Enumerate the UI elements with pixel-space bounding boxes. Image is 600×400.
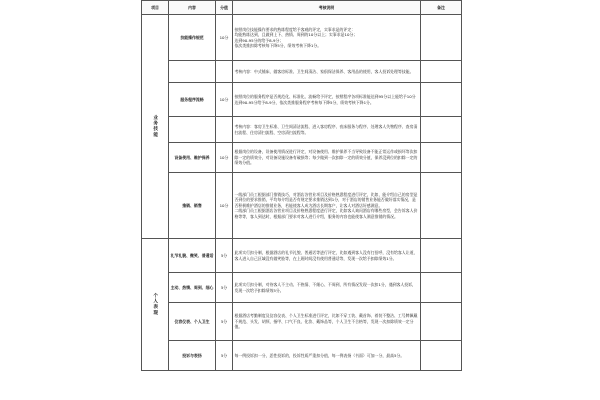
table-row: [142, 143, 462, 173]
header-row: [142, 1, 462, 15]
content-cell: 技能操作规范: [169, 15, 216, 61]
score-cell: 5分: [216, 273, 233, 303]
score-cell: 5分: [216, 341, 233, 371]
header-content: 内容: [169, 1, 216, 15]
criteria-line: 此项实行扣分制，根据酒店的礼节礼貌、普通话等进行评定，比如遇到客人没有打招呼，没有给客人让道，客人进入自己区域没有做笑脸等，在上班时间没有使用普通话等，发现一次给予扣除绩效1分。: [234, 250, 418, 261]
criteria-cell: [233, 303, 421, 341]
score-cell: [216, 117, 233, 143]
remark-cell: [421, 143, 462, 173]
remark-cell: [421, 303, 462, 341]
remark-cell: [421, 273, 462, 303]
content-cell: 设备使用、维护保养: [169, 143, 216, 173]
table-row: [142, 173, 462, 239]
criteria-cell: [233, 61, 421, 83]
score-cell: 5分: [216, 239, 233, 273]
table-row: [142, 273, 462, 303]
criteria-line: 依次类推扣除考核每下降5分，绩效考核下降1分。: [234, 42, 322, 48]
criteria-cell: [233, 117, 421, 143]
criteria-cell: [233, 15, 421, 61]
score-cell: 10分: [216, 173, 233, 239]
criteria-cell: [233, 83, 421, 117]
criteria-cell: [233, 239, 421, 273]
criteria-line: 按照岗位技能操作要求的熟练程度给予客观的评定，实事求是的评定：: [234, 26, 356, 32]
criteria-line: 根据岗位的设备，设备使用情况进行评定，对设备使用、维护保养不当导致设备不能正常运作或损坏等次扣除一定的绩效分，对设备设施设备有破损等；每少做到一次扣除一定的绩效分值，保养没到位的扣除一定的绩效分值。: [234, 149, 418, 166]
criteria-line: 按照岗位的服务程序是否规范化、标准化、流畅给予评定，按照程序各项标准能达到95分以上能给予10分达到90-95分给予8-9分，依次类推服务程序考核每下降5分，绩效考核下降1分。: [234, 94, 416, 105]
score-cell: 5分: [216, 303, 233, 341]
remark-cell: [421, 61, 462, 83]
category-cell: 个人表现: [142, 239, 169, 371]
header-score: 分值: [216, 1, 233, 15]
content-cell: [169, 61, 216, 83]
table-row: [142, 61, 462, 83]
criteria-line: 达到90-95分的给予8-9分；: [234, 37, 284, 43]
criteria-cell: [233, 143, 421, 173]
table-row: [142, 303, 462, 341]
content-cell: 服务程序流畅: [169, 83, 216, 117]
criteria-line: 考核内容：客房卫生标准、卫生间清洁流程、进入客房程序、夜床服务与程序、处理客人失物程序、查房清扫流程、住房清扫流程、空房清扫流程等。: [234, 124, 418, 135]
criteria-line: 一线部门员工根据部门推销技巧，对酒店各营业项目及价格熟悉程度进行评定，比如，能介绍自己的房型是否到位的要求推销，平均每介绍是否有规定要求推销达到1分，对于酒店的销售业务能否做好落实情况，是否积极维护酒店的推销业务，若能使客人成为酒店长期客户，让客人对酒店好感满意。: [234, 191, 418, 208]
content-cell: 仪容仪表、个人卫生: [169, 303, 216, 341]
table-row: [142, 239, 462, 273]
content-cell: 推销、销售: [169, 173, 216, 239]
header-criteria: 考核说明: [233, 1, 421, 15]
remark-cell: [421, 341, 462, 371]
criteria-line: 此项实行扣分制，对待客人不主动、不热情、不细心、不周到，所有情况发现一次扣1分，遇到客人投诉，发现一次给予扣除绩效5分。: [234, 282, 416, 293]
content-cell: 主动、热情、周到、细心: [169, 273, 216, 303]
criteria-cell: [233, 341, 421, 371]
content-cell: [169, 117, 216, 143]
table-row: [142, 15, 462, 61]
content-cell: 礼节礼貌、微笑、普通话: [169, 239, 216, 273]
criteria-line: 每一例投诉扣一分，恶性投诉的，投诉性质严重扣分值，每一例表扬（书面）可加一分，最高5分。: [234, 352, 405, 358]
score-cell: 10分: [216, 15, 233, 61]
table-row: [142, 83, 462, 117]
table-row: [142, 117, 462, 143]
remark-cell: [421, 239, 462, 273]
criteria-line: 根据酒店考勤制度及仪容仪表、个人卫生标准进行评定，比如不穿工装、戴首饰、着装不整洁、工号牌佩戴不规范、头发、胡须、指甲、口气不良、化妆、戴饰品等，个人卫生不合格等，发现一次扣除绩效一定分值。: [234, 313, 418, 330]
category-cell: 业务技能: [142, 15, 169, 239]
criteria-line: 均能熟练达到，且做到上下、热情、周到的10分以上；实事求是10分；: [234, 32, 358, 38]
content-cell: 投诉与表扬: [169, 341, 216, 371]
remark-cell: [421, 83, 462, 117]
score-cell: 10分: [216, 83, 233, 117]
criteria-line: 二线部门员工根据酒店各营业项目及价格熟悉程度进行评定，比如客人询问酒店有哪些房型，会告诉客人价格等等，客人到达时，根据部门要求对客人进行介绍，服务的内容也能使客人满意推销的情况。: [234, 208, 418, 219]
score-cell: 10分: [216, 143, 233, 173]
score-cell: [216, 61, 233, 83]
remark-cell: [421, 173, 462, 239]
criteria-line: 考核内容：中式铺床、做客房标准、卫生间清洁、家俱保洁保养、客用品的使用，客人投诉处理等技能。: [234, 68, 414, 74]
table-row: [142, 341, 462, 371]
remark-cell: [421, 117, 462, 143]
criteria-cell: [233, 273, 421, 303]
document-page: [141, 0, 461, 400]
table-body: [142, 15, 462, 371]
remark-cell: [421, 15, 462, 61]
assessment-table: [141, 0, 462, 371]
header-remark: 备注: [421, 1, 462, 15]
header-project: 项目: [142, 1, 169, 15]
criteria-cell: [233, 173, 421, 239]
